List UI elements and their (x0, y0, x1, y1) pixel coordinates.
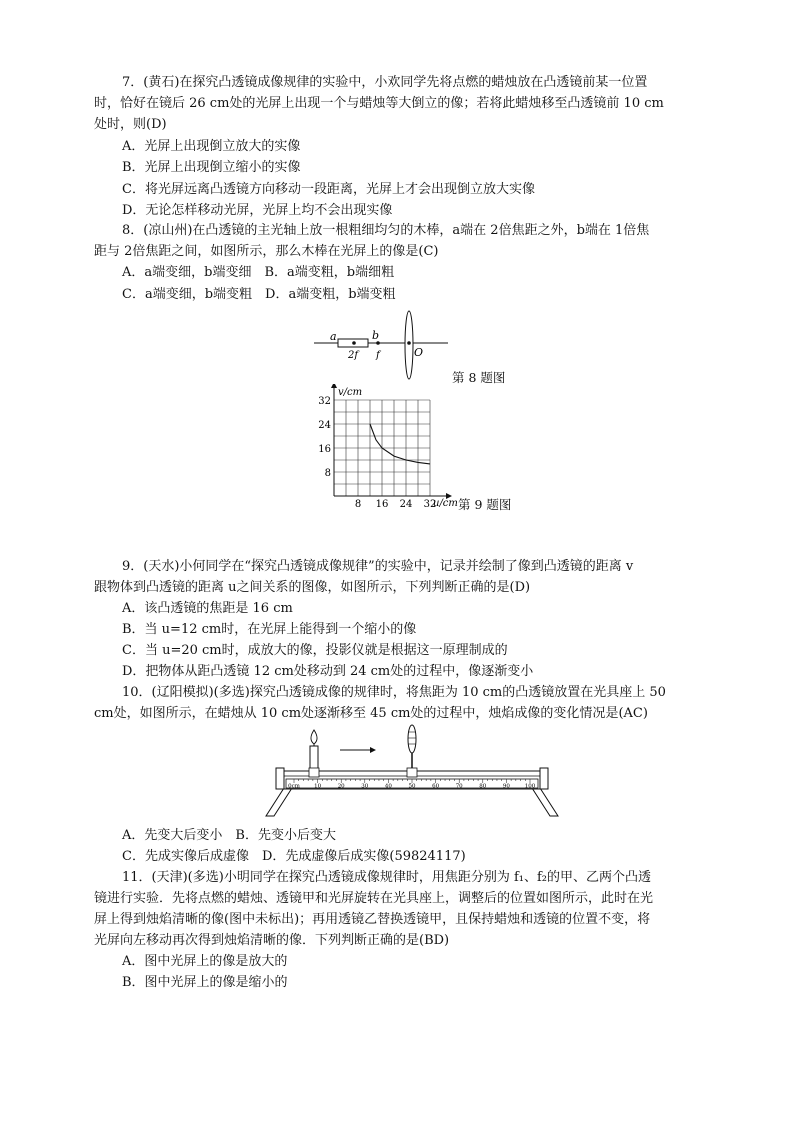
q11-option-b: B．图中光屏上的像是缩小的 (122, 975, 288, 990)
label-o: O (414, 346, 424, 359)
y-axis-arrow-icon (331, 384, 337, 388)
q11-line-2: 镜进行实验．先将点燃的蜡烛、透镜甲和光屏旋转在光具座上，调整后的位置如图所示，此时在光 (94, 891, 654, 906)
q9-option-a: A．该凸透镜的焦距是 16 cm (122, 601, 293, 616)
q7-line-2: 时，恰好在镜后 26 cm处的光屏上出现一个与蜡烛等大倒立的像；若将此蜡烛移至凸透镜前 10 cm (94, 96, 664, 111)
q9-figure-caption: 第 9 题图 (458, 497, 512, 512)
lens (408, 725, 416, 753)
q11-line-4: 光屏向左移动再次得到烛焰清晰的像．下列判断正确的是(BD) (94, 933, 450, 948)
q9-line-2: 跟物体到凸透镜的距离 u之间关系的图像，如图所示，下列判断正确的是(D) (94, 580, 531, 595)
flame-icon (311, 730, 317, 744)
bench-right-leg (532, 788, 558, 816)
y-tick-label: 8 (324, 468, 331, 479)
q7-line-3: 处时，则(D) (94, 117, 167, 132)
q9-option-c: C．当 u=20 cm时，成放大的像，投影仪就是根据这一原理制成的 (122, 643, 508, 658)
point-2f (352, 341, 356, 345)
q7-option-b: B．光屏上出现倒立缩小的实像 (122, 160, 301, 175)
arrow-head-icon (370, 747, 376, 753)
bench-scale-label: 10 (314, 783, 322, 790)
chart-axes (331, 384, 452, 499)
convex-lens (405, 311, 413, 379)
bench-scale-label: 100 (524, 783, 536, 790)
label-2f: 2f (348, 350, 359, 361)
q10-option-cd: C．先成实像后成虚像 D．先成虚像后成实像(59824117) (122, 849, 466, 864)
q8-option-ab: A．a端变细，b端变细 B．a端变粗，b端细粗 (122, 265, 395, 280)
x-tick-label: 32 (423, 499, 437, 510)
bench-left-leg (266, 788, 292, 816)
q10-option-ab: A．先变大后变小 B．先变小后变大 (122, 828, 336, 843)
bench-scale-label: 90 (502, 783, 510, 790)
point-o (407, 341, 411, 345)
q9-line-1: 9．(天水)小何同学在“探究凸透镜成像规律”的实验中，记录并绘制了像到凸透镜的距离 v (122, 559, 634, 574)
candle-holder (309, 768, 319, 777)
y-tick-label: 16 (318, 444, 331, 455)
label-a: a (330, 330, 337, 343)
y-tick-label: 32 (318, 396, 331, 407)
label-f: f (376, 350, 380, 361)
q11-line-1: 11．(天津)(多选)小明同学在探究凸透镜成像规律时，用焦距分别为 f₁、f₂的甲、乙两个凸透 (122, 870, 652, 885)
q7-option-a: A．光屏上出现倒立放大的实像 (122, 139, 301, 154)
q7-option-d: D．无论怎样移动光屏，光屏上均不会出现实像 (122, 203, 393, 218)
bench-scale-label: 40 (384, 783, 392, 790)
bench-scale-label: 50 (408, 783, 416, 790)
bench-scale-label: 0cm (288, 783, 300, 790)
x-tick-label: 16 (375, 499, 389, 510)
q9-uv-chart (312, 384, 472, 512)
bench-scale-label: 70 (455, 783, 463, 790)
q8-line-2: 距与 2倍焦距之间，如图所示，那么木棒在光屏上的像是(C) (94, 244, 439, 259)
q7-line-1: 7．(黄石)在探究凸透镜成像规律的实验中，小欢同学先将点燃的蜡烛放在凸透镜前某一位置 (122, 75, 648, 90)
bench-scale-label: 30 (361, 783, 369, 790)
x-tick-label: 8 (354, 499, 362, 510)
chart-x-label: u/cm (433, 498, 458, 509)
q7-option-c: C．将光屏远离凸透镜方向移动一段距离，光屏上才会出现倒立放大实像 (122, 182, 535, 197)
q9-option-b: B．当 u=12 cm时，在光屏上能得到一个缩小的像 (122, 622, 417, 637)
q8-option-cd: C．a端变细，b端变粗 D．a端变粗，b端变粗 (122, 287, 396, 302)
chart-y-label: v/cm (338, 387, 363, 398)
y-tick-label: 24 (318, 420, 331, 431)
q11-line-3: 屏上得到烛焰清晰的像(图中未标出)；再用透镜乙替换透镜甲，且保持蜡烛和透镜的位置不变，将 (94, 912, 651, 927)
bench-scale-label: 60 (432, 783, 440, 790)
q10-line-2: cm处，如图所示，在蜡烛从 10 cm处逐渐移至 45 cm处的过程中，烛焰成像的变化情况是(AC) (94, 706, 648, 721)
q9-option-d: D．把物体从距凸透镜 12 cm处移动到 24 cm处的过程中，像逐渐变小 (122, 664, 534, 679)
bench-scale-label: 20 (337, 783, 345, 790)
q10-optical-bench (262, 724, 562, 820)
q11-option-a: A．图中光屏上的像是放大的 (122, 954, 288, 969)
q10-line-1: 10．(辽阳模拟)(多选)探究凸透镜成像的规律时，将焦距为 10 cm的凸透镜放置在光具座上 50 (122, 685, 666, 700)
lens-holder (407, 768, 417, 777)
chart-series (370, 424, 430, 464)
bench-scale-label: 80 (479, 783, 487, 790)
x-tick-label: 24 (399, 499, 413, 510)
chart-ticks (318, 396, 436, 510)
q8-figure-caption: 第 8 题图 (452, 370, 506, 385)
q8-line-1: 8．(凉山州)在凸透镜的主光轴上放一根粗细均匀的木棒，a端在 2倍焦距之外，b端在 1倍焦 (122, 223, 650, 238)
uv-curve (370, 424, 430, 464)
q8-lens-figure (310, 310, 450, 382)
label-b: b (372, 329, 380, 342)
